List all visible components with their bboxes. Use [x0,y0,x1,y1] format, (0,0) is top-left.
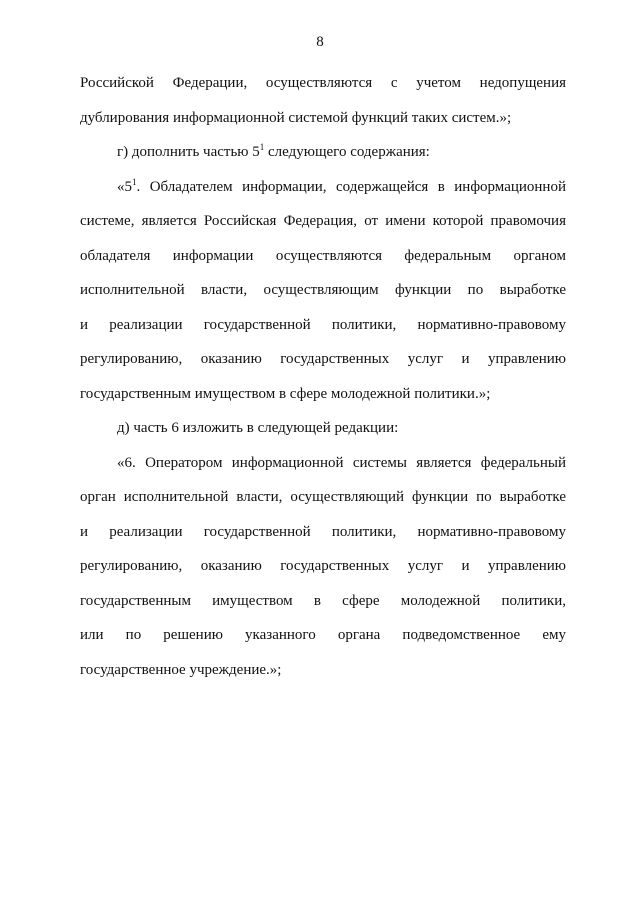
paragraph-line: и реализации государственной политики, нормативно-правовому [80,523,566,540]
paragraph-text: г) дополнить частью 5 [117,144,260,160]
page-number: 8 [316,34,324,50]
paragraph-line [80,135,566,170]
paragraph-line: регулированию, оказанию государственных услуг и управлению [80,558,566,574]
paragraph-line: регулированию, оказанию государственных услуг и управлению [80,351,566,367]
paragraph-line: государственным имуществом в сфере молодежной политики, [80,592,566,609]
paragraph-line: орган исполнительной власти, осуществляющий функции по выработке [80,489,566,505]
document-body [80,66,566,687]
paragraph-line: системе, является Российская Федерация, от имени которой правомочия [80,213,566,229]
paragraph-line: исполнительной власти, осуществляющим функции по выработке [80,282,566,298]
paragraph-text: «5 [117,178,132,195]
paragraph-text: следующего содержания: [264,144,430,160]
paragraph-line: дублирования информационной системой функций таких систем.»; [80,109,512,126]
paragraph-line: и реализации государственной политики, нормативно-правовому [80,316,566,333]
superscript: 1 [132,176,137,187]
paragraph-line: государственным имуществом в сфере молодежной политики.»; [80,385,491,402]
paragraph-line: д) часть 6 изложить в следующей редакции: [117,420,399,436]
paragraph-line: обладателя информации осуществляются федеральным органом [80,247,566,264]
paragraph-line: или по решению указанного органа подведомственное ему [80,627,566,643]
superscript: 1 [259,142,265,152]
paragraph-line: «6. Оператором информационной системы является федеральный [117,454,566,471]
paragraph-line: Российской Федерации, осуществляются с учетом недопущения [80,75,566,91]
paragraph-text: . Обладателем информации, содержащейся в информационной [136,178,566,195]
paragraph-line [80,170,566,205]
paragraph-line: государственное учреждение.»; [80,661,282,678]
